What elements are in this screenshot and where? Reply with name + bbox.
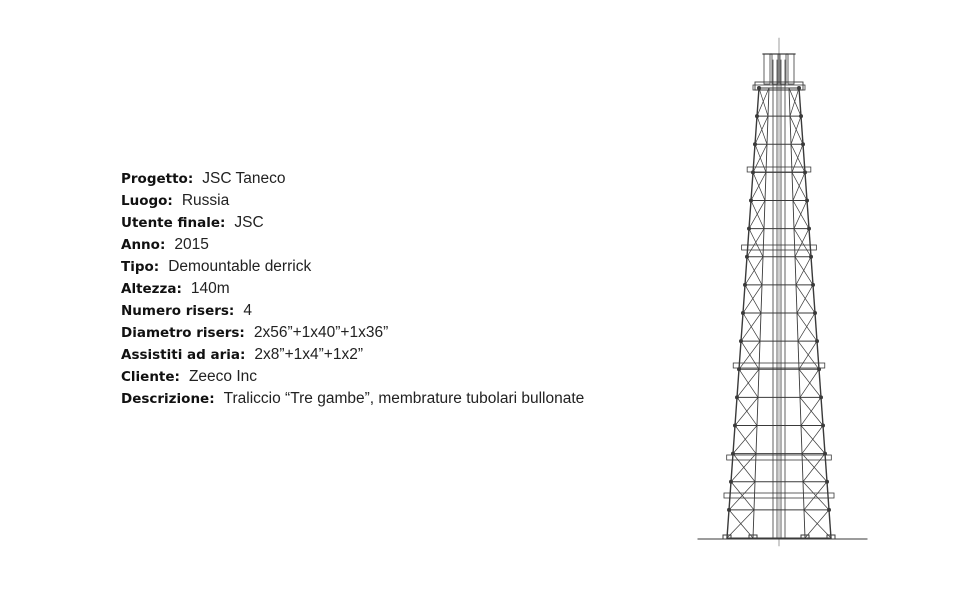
spec-row-assistiti-ad-aria xyxy=(121,344,681,366)
spec-label: Cliente: xyxy=(121,369,180,385)
spec-label: Anno: xyxy=(121,237,166,253)
spec-value: 2x8”+1x4”+1x2” xyxy=(254,346,363,363)
spec-label: Assistiti ad aria: xyxy=(121,347,246,363)
spec-value: 2x56”+1x40”+1x36” xyxy=(253,324,389,341)
spec-row-luogo xyxy=(121,190,681,212)
spec-label: Numero risers: xyxy=(121,303,235,319)
spec-label: Progetto: xyxy=(121,171,194,187)
spec-value: 140m xyxy=(190,280,230,297)
spec-row-numero-risers xyxy=(121,300,681,322)
spec-row-tipo xyxy=(121,256,681,278)
spec-row-anno xyxy=(121,234,681,256)
spec-value: 4 xyxy=(243,302,252,319)
spec-label: Tipo: xyxy=(121,259,160,275)
spec-label: Altezza: xyxy=(121,281,182,297)
project-spec-list xyxy=(121,168,681,410)
spec-label: Diametro risers: xyxy=(121,325,245,341)
spec-row-cliente xyxy=(121,366,681,388)
spec-row-altezza xyxy=(121,278,681,300)
spec-value: Zeeco Inc xyxy=(188,368,257,385)
spec-value: Russia xyxy=(181,192,230,209)
spec-row-progetto xyxy=(121,168,681,190)
spec-row-utente-finale xyxy=(121,212,681,234)
derrick-tower-drawing xyxy=(690,30,880,550)
spec-value: JSC xyxy=(234,214,264,231)
spec-value: Demountable derrick xyxy=(168,258,312,275)
spec-label: Descrizione: xyxy=(121,391,215,407)
spec-value: 2015 xyxy=(174,236,209,253)
spec-value: JSC Taneco xyxy=(202,170,286,187)
spec-row-diametro-risers xyxy=(121,322,681,344)
spec-value: Traliccio “Tre gambe”, membrature tubolari bullonate xyxy=(223,390,585,407)
spec-label: Luogo: xyxy=(121,193,173,209)
spec-row-descrizione xyxy=(121,388,681,410)
spec-label: Utente finale: xyxy=(121,215,226,231)
